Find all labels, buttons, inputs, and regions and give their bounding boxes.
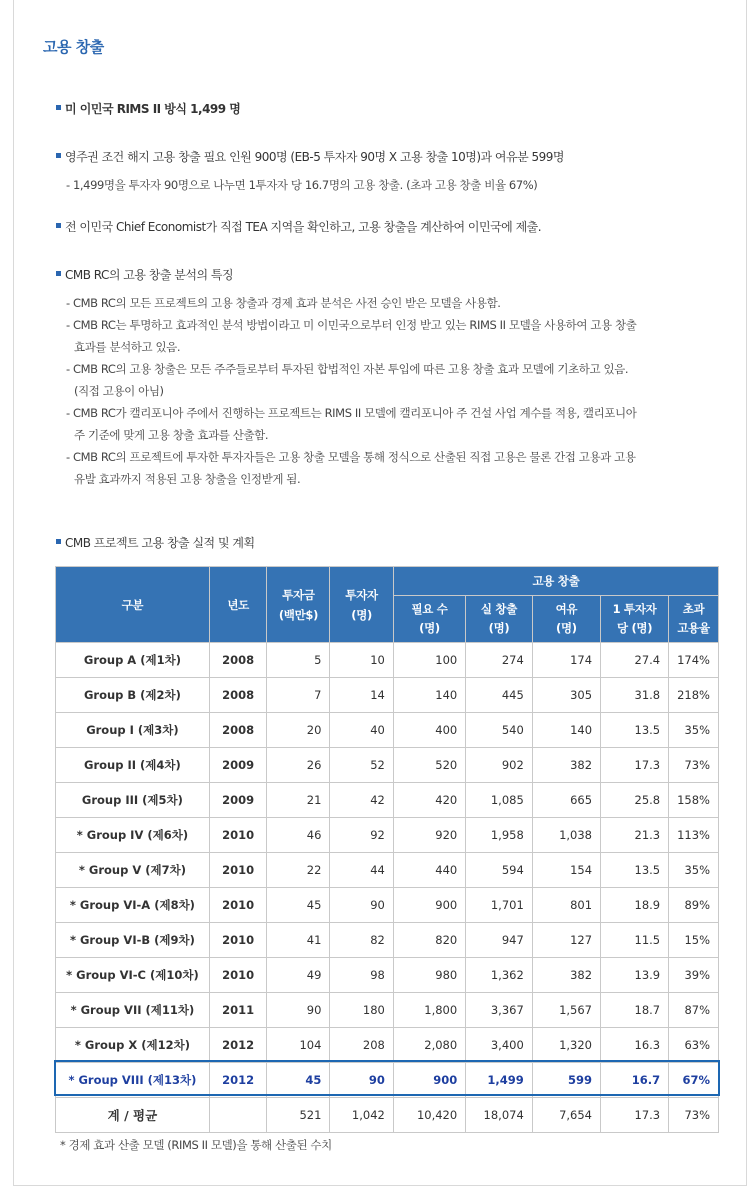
header-excess-rate: 초과 고용율 (669, 596, 719, 643)
cell-year: 2010 (209, 958, 267, 993)
cell-per: 13.9 (601, 958, 669, 993)
total-row (56, 1098, 719, 1133)
header-surplus: 여유 (명) (532, 596, 600, 643)
section-heading: 전 이민국 Chief Economist가 직접 TEA 지역을 확인하고, 고용 창출을 계산하여 이민국에 제출. (56, 218, 541, 235)
cell-name: Group A (제1차) (56, 643, 210, 678)
cell-per: 27.4 (601, 643, 669, 678)
cell-surplus: 305 (532, 678, 600, 713)
cell-rate: 35% (669, 853, 719, 888)
cell-investment: 49 (267, 958, 330, 993)
cell-investors: 208 (330, 1028, 393, 1063)
cell-investors: 14 (330, 678, 393, 713)
cell-rate: 15% (669, 923, 719, 958)
cell-required: 920 (393, 818, 465, 853)
cell-year: 2010 (209, 888, 267, 923)
cell-investors: 40 (330, 713, 393, 748)
cell-required: 100 (393, 643, 465, 678)
footnote: * 경제 효과 산출 모델 (RIMS II 모델)을 통해 산출된 수치 (60, 1138, 332, 1152)
section-heading: 미 이민국 RIMS II 방식 1,499 명 (56, 100, 240, 117)
section-heading: CMB RC의 고용 창출 분석의 특징 (56, 266, 233, 283)
sub-item-line: 유발 효과까지 적용된 고용 창출을 인정받게 됨. (74, 472, 301, 486)
cell-actual: 274 (466, 643, 533, 678)
cell-actual: 445 (466, 678, 533, 713)
table-row (56, 643, 719, 678)
table-row (56, 888, 719, 923)
cell-per: 25.8 (601, 783, 669, 818)
cell-name: * Group VI-A (제8차) (56, 888, 210, 923)
cell-investment: 26 (267, 748, 330, 783)
cell-investment: 20 (267, 713, 330, 748)
sub-item-line: 효과를 분석하고 있음. (74, 340, 181, 354)
cell-actual: 1,085 (466, 783, 533, 818)
cell-investment: 46 (267, 818, 330, 853)
cell-surplus: 382 (532, 748, 600, 783)
section-sub-list (66, 292, 636, 490)
cell-name: * Group VI-C (제10차) (56, 958, 210, 993)
header-required: 필요 수 (명) (393, 596, 465, 643)
cell-actual: 947 (466, 923, 533, 958)
cell-required: 900 (393, 888, 465, 923)
cell-surplus: 140 (532, 713, 600, 748)
cell-surplus: 665 (532, 783, 600, 818)
cell-actual: 18,074 (466, 1098, 533, 1133)
cell-surplus: 801 (532, 888, 600, 923)
sub-item-line: - CMB RC의 고용 창출은 모든 주주들로부터 투자된 합법적인 자본 투입에 따른 고용 창출 효과 모델에 기초하고 있음. (66, 362, 629, 376)
cell-year: 2010 (209, 853, 267, 888)
sub-item-line: (직접 고용이 아님) (74, 384, 164, 398)
cell-name: * Group VIII (제13차) (56, 1063, 210, 1098)
cell-year (209, 1098, 267, 1133)
cell-investment: 5 (267, 643, 330, 678)
cell-investment: 7 (267, 678, 330, 713)
cell-investors: 180 (330, 993, 393, 1028)
cell-actual: 902 (466, 748, 533, 783)
square-bullet-icon (56, 153, 61, 158)
cell-year: 2009 (209, 783, 267, 818)
header-job-creation: 고용 창출 (393, 567, 718, 596)
cell-actual: 540 (466, 713, 533, 748)
cell-per: 18.9 (601, 888, 669, 923)
header-year: 년도 (209, 567, 267, 643)
cell-rate: 39% (669, 958, 719, 993)
sub-item-line: 주 기준에 맞게 고용 창출 효과를 산출함. (74, 428, 269, 442)
cell-investors: 42 (330, 783, 393, 818)
cell-surplus: 599 (532, 1063, 600, 1098)
header-per-investor: 1 투자자 당 (명) (601, 596, 669, 643)
cell-actual: 1,701 (466, 888, 533, 923)
section-sub-list (66, 174, 537, 196)
cell-investors: 10 (330, 643, 393, 678)
sub-item-line: - CMB RC의 모든 프로젝트의 고용 창출과 경제 효과 분석은 사전 승인 받은 모델을 사용함. (66, 296, 501, 310)
cell-surplus: 154 (532, 853, 600, 888)
table-row (56, 1028, 719, 1063)
page-title: 고용 창출 (43, 38, 104, 56)
cell-year: 2010 (209, 923, 267, 958)
cell-actual: 3,367 (466, 993, 533, 1028)
cell-investment: 104 (267, 1028, 330, 1063)
table-row (56, 958, 719, 993)
cell-rate: 158% (669, 783, 719, 818)
cell-surplus: 382 (532, 958, 600, 993)
job-creation-table (55, 566, 719, 1133)
cell-actual: 594 (466, 853, 533, 888)
cell-rate: 174% (669, 643, 719, 678)
table-row (56, 818, 719, 853)
cell-required: 140 (393, 678, 465, 713)
cell-name: * Group V (제7차) (56, 853, 210, 888)
cell-investors: 82 (330, 923, 393, 958)
cell-per: 16.3 (601, 1028, 669, 1063)
cell-required: 10,420 (393, 1098, 465, 1133)
cell-investors: 90 (330, 888, 393, 923)
cell-actual: 3,400 (466, 1028, 533, 1063)
square-bullet-icon (56, 271, 61, 276)
cell-name: * Group IV (제6차) (56, 818, 210, 853)
cell-year: 2009 (209, 748, 267, 783)
cell-rate: 89% (669, 888, 719, 923)
sub-item-line: - CMB RC의 프로젝트에 투자한 투자자들은 고용 창출 모델을 통해 정식으로 산출된 직접 고용은 물론 간접 고용과 고용 (66, 450, 636, 464)
cell-investment: 41 (267, 923, 330, 958)
cell-name: * Group X (제12차) (56, 1028, 210, 1063)
cell-rate: 35% (669, 713, 719, 748)
cell-per: 13.5 (601, 713, 669, 748)
cell-investors: 1,042 (330, 1098, 393, 1133)
cell-name: 계 / 평균 (56, 1098, 210, 1133)
cell-surplus: 1,567 (532, 993, 600, 1028)
table-row (56, 783, 719, 818)
cell-year: 2011 (209, 993, 267, 1028)
cell-rate: 73% (669, 1098, 719, 1133)
header-investors: 투자자 (명) (330, 567, 393, 643)
cell-investors: 92 (330, 818, 393, 853)
cell-actual: 1,362 (466, 958, 533, 993)
square-bullet-icon (56, 223, 61, 228)
cell-per: 17.3 (601, 748, 669, 783)
table-row (56, 713, 719, 748)
cell-per: 16.7 (601, 1063, 669, 1098)
cell-year: 2008 (209, 713, 267, 748)
cell-investment: 521 (267, 1098, 330, 1133)
cell-name: Group I (제3차) (56, 713, 210, 748)
cell-investment: 21 (267, 783, 330, 818)
cell-surplus: 174 (532, 643, 600, 678)
cell-required: 1,800 (393, 993, 465, 1028)
cell-rate: 67% (669, 1063, 719, 1098)
cell-required: 2,080 (393, 1028, 465, 1063)
table-row (56, 748, 719, 783)
cell-name: Group II (제4차) (56, 748, 210, 783)
header-actual: 실 창출 (명) (466, 596, 533, 643)
cell-per: 11.5 (601, 923, 669, 958)
cell-required: 400 (393, 713, 465, 748)
cell-per: 18.7 (601, 993, 669, 1028)
square-bullet-icon (56, 539, 61, 544)
header-investment: 투자금 (백만$) (267, 567, 330, 643)
cell-rate: 218% (669, 678, 719, 713)
cell-rate: 113% (669, 818, 719, 853)
cell-surplus: 127 (532, 923, 600, 958)
cell-required: 420 (393, 783, 465, 818)
cell-rate: 63% (669, 1028, 719, 1063)
table-body (56, 643, 719, 1133)
cell-required: 820 (393, 923, 465, 958)
table-row (56, 923, 719, 958)
cell-surplus: 1,038 (532, 818, 600, 853)
cell-surplus: 7,654 (532, 1098, 600, 1133)
sub-item-line: - CMB RC가 캘리포니아 주에서 진행하는 프로젝트는 RIMS II 모델에 캘리포니아 주 건설 사업 계수를 적용, 캘리포니아 (66, 406, 637, 420)
cell-investment: 45 (267, 1063, 330, 1098)
sub-item-line: - 1,499명을 투자자 90명으로 나누면 1투자자 당 16.7명의 고용 창출. (초과 고용 창출 비율 67%) (66, 178, 538, 192)
cell-year: 2008 (209, 678, 267, 713)
section-heading: 영주권 조건 해지 고용 창출 필요 인원 900명 (EB-5 투자자 90명 X 고용 창출 10명)과 여유분 599명 (56, 148, 564, 165)
cell-investors: 90 (330, 1063, 393, 1098)
header-category: 구분 (56, 567, 210, 643)
cell-surplus: 1,320 (532, 1028, 600, 1063)
cell-required: 900 (393, 1063, 465, 1098)
cell-investors: 98 (330, 958, 393, 993)
cell-per: 21.3 (601, 818, 669, 853)
cell-required: 520 (393, 748, 465, 783)
cell-investment: 45 (267, 888, 330, 923)
cell-year: 2012 (209, 1063, 267, 1098)
table-row (56, 678, 719, 713)
cell-investors: 44 (330, 853, 393, 888)
sub-item-line: - CMB RC는 투명하고 효과적인 분석 방법이라고 미 이민국으로부터 인정 받고 있는 RIMS II 모델을 사용하여 고용 창출 (66, 318, 637, 332)
cell-investment: 22 (267, 853, 330, 888)
cell-investment: 90 (267, 993, 330, 1028)
cell-investors: 52 (330, 748, 393, 783)
cell-year: 2010 (209, 818, 267, 853)
cell-actual: 1,958 (466, 818, 533, 853)
table-row (56, 993, 719, 1028)
square-bullet-icon (56, 105, 61, 110)
cell-required: 440 (393, 853, 465, 888)
table-row (56, 1063, 719, 1098)
cell-rate: 87% (669, 993, 719, 1028)
cell-actual: 1,499 (466, 1063, 533, 1098)
cell-per: 13.5 (601, 853, 669, 888)
cell-year: 2008 (209, 643, 267, 678)
table-row (56, 853, 719, 888)
cell-per: 17.3 (601, 1098, 669, 1133)
section-heading: CMB 프로젝트 고용 창출 실적 및 계획 (56, 534, 255, 551)
cell-name: Group III (제5차) (56, 783, 210, 818)
cell-name: Group B (제2차) (56, 678, 210, 713)
cell-rate: 73% (669, 748, 719, 783)
cell-per: 31.8 (601, 678, 669, 713)
cell-required: 980 (393, 958, 465, 993)
cell-name: * Group VI-B (제9차) (56, 923, 210, 958)
cell-year: 2012 (209, 1028, 267, 1063)
cell-name: * Group VII (제11차) (56, 993, 210, 1028)
